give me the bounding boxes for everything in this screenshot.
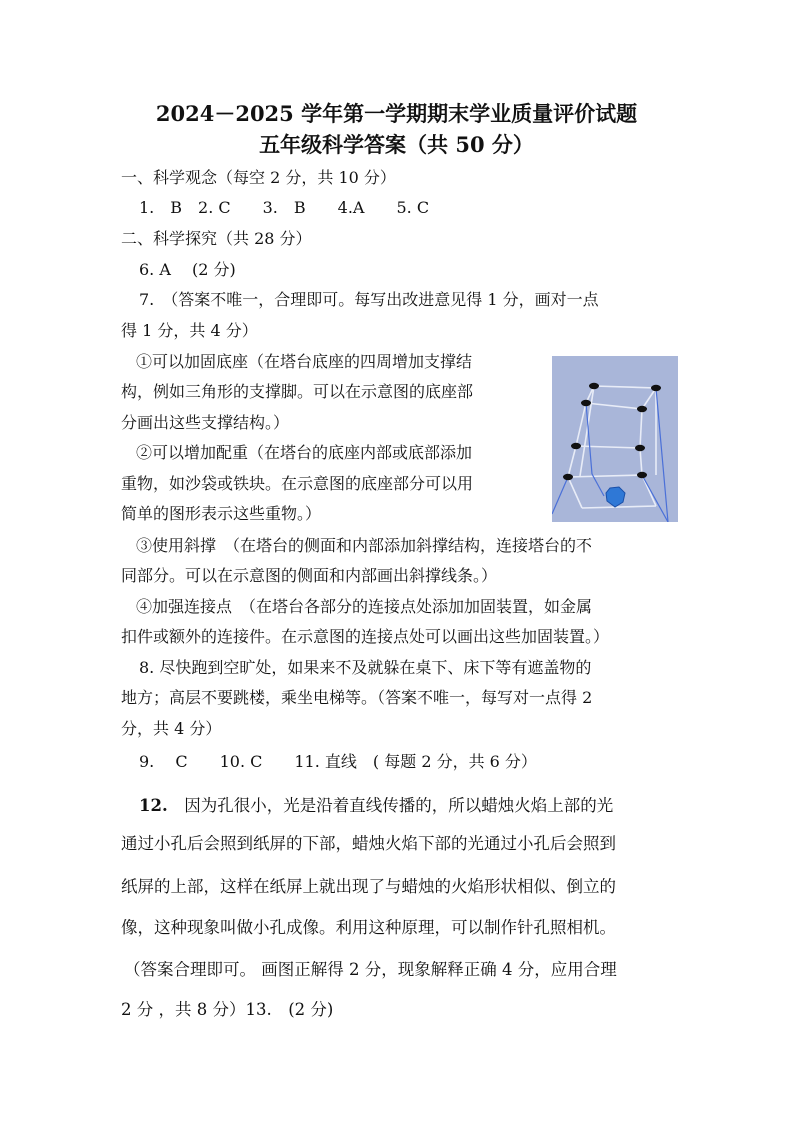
q8-line3: 分，共 4 分） bbox=[121, 719, 222, 738]
page-title-line1: 2024－2025 学年第一学期期末学业质量评价试题 bbox=[155, 101, 638, 126]
q12-line3: 纸屏的上部，这样在纸屏上就出现了与蜡烛的火焰形状相似、倒立的 bbox=[121, 877, 616, 896]
q8-line2: 地方；高层不要跳楼，乘坐电梯等。（答案不唯一，每写对一点得 2 bbox=[121, 688, 593, 707]
q7-line1: 7. （答案不唯一，合理即可。每写出改进意见得 1 分，画对一点 bbox=[139, 290, 599, 309]
q7-option1-line2: 构，例如三角形的支撑脚。可以在示意图的底座部 bbox=[121, 382, 474, 401]
q7-option2-line3: 简单的图形表示这些重物。） bbox=[121, 504, 322, 523]
q7-option1-line1: ①可以加固底座（在塔台底座的四周增加支撑结 bbox=[136, 352, 473, 371]
section1-answers: 1. B 2. C 3. B 4.A 5. C bbox=[139, 198, 430, 217]
q12-line6: 2 分 ，共 8 分）13. (2 分) bbox=[121, 1000, 334, 1019]
q7-option4-line1: ④加强连接点 （在塔台各部分的连接点处添加加固装置，如金属 bbox=[136, 597, 593, 616]
q12-line1-text: 因为孔很小，光是沿着直线传播的，所以蜡烛火焰上部的光 bbox=[167, 796, 614, 815]
q9-11-answers: 9. C 10. C 11. 直线 ( 每题 2 分，共 6 分） bbox=[139, 752, 537, 771]
q7-option3-line2: 同部分。可以在示意图的侧面和内部画出斜撑线条。） bbox=[121, 566, 498, 585]
q8-line1: 8. 尽快跑到空旷处，如果来不及就躲在桌下、床下等有遮盖物的 bbox=[139, 658, 592, 677]
q7-option2-line2: 重物，如沙袋或铁块。在示意图的底座部分可以用 bbox=[121, 474, 474, 493]
page-title-line2: 五年级科学答案（共 50 分） bbox=[259, 132, 534, 157]
section1-heading: 一、科学观念（每空 2 分，共 10 分） bbox=[121, 168, 396, 187]
section2-heading: 二、科学探究（共 28 分） bbox=[121, 229, 312, 248]
q7-line2: 得 1 分，共 4 分） bbox=[121, 321, 258, 340]
q12-line5: （答案合理即可。 画图正解得 2 分，现象解释正确 4 分，应用合理 bbox=[124, 960, 617, 979]
q7-option3-line1: ③使用斜撑 （在塔台的侧面和内部添加斜撑结构，连接塔台的不 bbox=[136, 536, 593, 555]
tower-diagram bbox=[552, 356, 678, 522]
q12-number: 12. bbox=[139, 796, 168, 815]
q12-line2: 通过小孔后会照到纸屏的下部，蜡烛火焰下部的光通过小孔后会照到 bbox=[121, 834, 616, 853]
q12-line4: 像，这种现象叫做小孔成像。利用这种原理，可以制作针孔照相机。 bbox=[121, 918, 616, 937]
q7-option1-line3: 分画出这些支撑结构。） bbox=[121, 413, 290, 432]
q7-option4-line2: 扣件或额外的连接件。在示意图的连接点处可以画出这些加固装置。） bbox=[121, 627, 610, 646]
q12-line1 bbox=[139, 796, 613, 816]
q6-answer: 6. A (2 分) bbox=[139, 260, 236, 279]
q7-option2-line1: ②可以增加配重（在塔台的底座内部或底部添加 bbox=[136, 443, 473, 462]
